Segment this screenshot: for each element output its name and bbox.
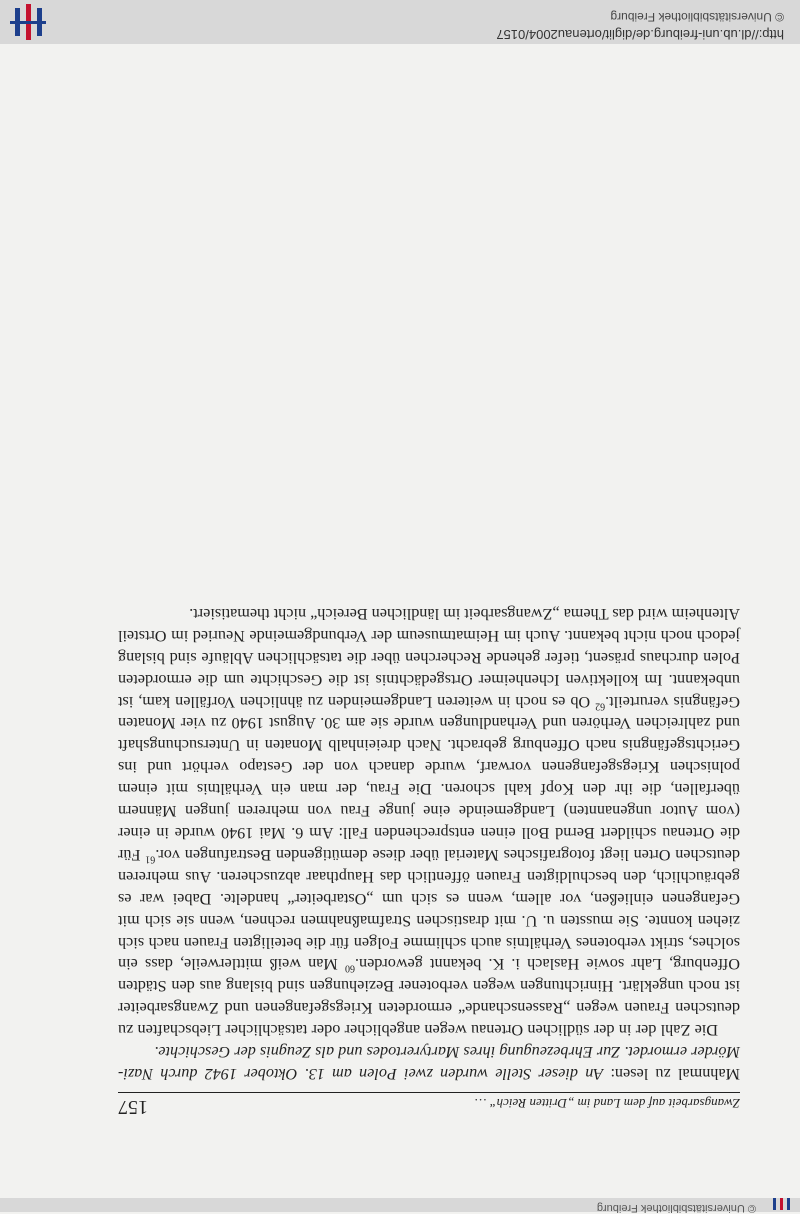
running-title: Zwangsarbeit auf dem Land im „Dritten Reich“ … (474, 1096, 740, 1111)
book-page (118, 438, 740, 1118)
body-text (118, 602, 740, 1084)
footnote-ref: 62 (595, 699, 606, 711)
paragraph: Die Zahl der in der südlichen Ortenau wegen angeblicher oder tatsächlicher Liebschaften zu deutschen Frauen wegen „Rassenschande“ ermordeten Kriegsgefangenen und Zwangsarbeiter ist noch ungeklärt. Hinrichtungen wegen verbotener Beziehungen sind bislang aus den Städten Offenburg, Lahr sowie Haslach i. K. bekannt geworden.$^{60}$ Man weiß mittlerweile, dass ein solches, strikt verbotenes Verhältnis auch schlimme Folgen für die beteiligten Frauen nach sich ziehen konnte. Sie mussten u. U. mit drastischen Strafmaßnahmen rechnen, wenn sie sich mit Gefangenen einließen, vor allem, wenn es sich um „Ostarbeiter“ handelte. Dabei war es gebräuchlich, den beschuldigten Frauen öffentlich das Haupthaar abzuscheren. Aus mehreren deutschen Orten liegt fotografisches Material über diese demütigenden Bestrafungen vor.$^{61}$ Für die Ortenau schildert Bernd Boll einen entsprechenden Fall: Am 6. Mai 1940 wurde in einer (vom Autor ungenannten) Landgemeinde eine junge Frau von mehreren jungen Männern überfallen, die ihr den Kopf kahl schoren. Die Frau, der man ein Verhältnis mit einem polnischen Kriegsgefangenen vorwarf, wurde danach von der Gestapo verhört und ins Gerichtsgefängnis nach Offenburg gebracht. Nach dreieinhalb Monaten in Untersuchungshaft und zahlreichen Verhören und Verhandlungen wurde sie am 30. August 1940 zu vier Monaten Gefängnis verurteilt.$^{62}$ Ob es noch in weiteren Landgemeinden zu ähnlichen Vorfällen kam, ist unbekannt. Im kollektiven Ichenheimer Ortsgedächtnis ist die Geschichte um die ermordeten Polen durchaus präsent, tiefer gehende Recherchen über die tatsächlichen Abläufe sind bislang jedoch noch nicht bekannt. Auch im Heimatmuseum der Verbundgemeinde Neuried im Ortsteil Altenheim wird das Thema „Zwangsarbeit im ländlichen Bereich“ nicht thematisiert. (117, 604, 740, 1040)
source-url[interactable]: http://dl.ub.uni-freiburg.de/diglit/ortenau2004/0157 (496, 27, 784, 42)
footnote-ref: 60 (344, 962, 355, 974)
page-number: 157 (118, 1096, 148, 1118)
bottom-scan-bar (0, 0, 800, 44)
top-credit: © Universitätsbibliothek Freiburg (596, 1202, 756, 1214)
paragraph: Mahnmal zu lesen: An dieser Stelle wurden zwei Polen am 13. Oktober 1942 durch Nazi-Mörder ermordet. Zur Ehrbezeugung ihres Martyrertodes und als Zeugnis der Geschichte. (118, 1043, 740, 1083)
library-logo-icon (10, 4, 46, 40)
library-logo-icon (766, 1198, 792, 1210)
running-header (118, 1092, 740, 1118)
top-scan-bar (0, 1198, 800, 1212)
memorial-quote: An dieser Stelle wurden zwei Polen am 13. Oktober 1942 durch Nazi-Mörder ermordet. Zur Ehrbezeugung ihres Martyrertodes und als Zeugnis der Geschichte. (118, 1043, 740, 1083)
footnote-ref: 61 (145, 853, 156, 865)
bottom-credit: © Universitätsbibliothek Freiburg (610, 10, 784, 24)
